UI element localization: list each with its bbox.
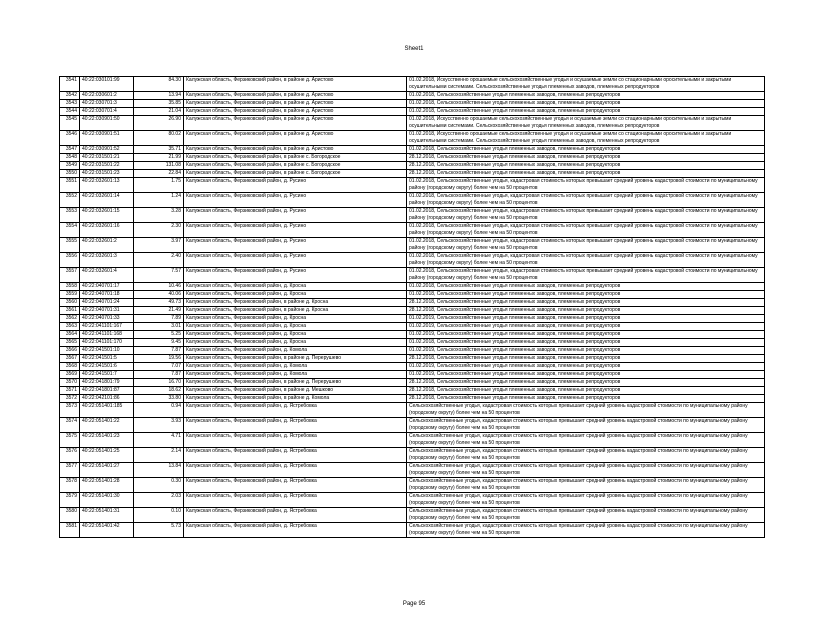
cadastral-number-cell: 40:22:040701:24 (80, 299, 134, 307)
location-cell: Калужская область, Ферзиковский район, в районе д. Аристово (184, 77, 407, 92)
description-cell: 01.02.2018, Сельскохозяйственные угодья, кадастровая стоимость которых превышает средний уровень кадастровой стоимости по муниципальному району (городскому округу) более чем на 50 процентов (407, 223, 765, 238)
area-cell: 5.25 (134, 331, 184, 339)
table-row (60, 238, 765, 253)
row-number-cell: 3548 (60, 154, 80, 162)
cadastral-number-cell: 40:22:041801:87 (80, 387, 134, 395)
cadastral-number-cell: 40:22:030901:51 (80, 131, 134, 146)
cadastral-number-cell: 40:22:030701:3 (80, 100, 134, 108)
area-cell: 3.97 (134, 238, 184, 253)
row-number-cell: 3558 (60, 283, 80, 291)
area-cell: 7.07 (134, 363, 184, 371)
table-row (60, 307, 765, 315)
table-row (60, 162, 765, 170)
row-number-cell: 3580 (60, 508, 80, 523)
row-number-cell: 3555 (60, 238, 80, 253)
cadastral-number-cell: 40:22:032601:15 (80, 208, 134, 223)
location-cell: Калужская область, Ферзиковский район, д. Комола (184, 363, 407, 371)
row-number-cell: 3575 (60, 433, 80, 448)
description-cell: 01.02.2018, Искусственно орошаемые сельскохозяйственные угодья и осушаемые земли со стационарными оросительными и закрытыми осушительными системами. Сельскохозяйственные угодья племенных заводов, племенных репродукторов (407, 131, 765, 146)
cadastral-number-cell: 40:22:041501:6 (80, 363, 134, 371)
cadastral-number-cell: 40:22:031501:22 (80, 162, 134, 170)
cadastral-number-cell: 40:22:051401:27 (80, 463, 134, 478)
row-number-cell: 3557 (60, 268, 80, 283)
row-number-cell: 3562 (60, 315, 80, 323)
row-number-cell: 3577 (60, 463, 80, 478)
table-row (60, 77, 765, 92)
location-cell: Калужская область, Ферзиковский район, в районе д. Аристово (184, 100, 407, 108)
row-number-cell: 3559 (60, 291, 80, 299)
cadastral-number-cell: 40:22:040701:18 (80, 291, 134, 299)
table-row (60, 223, 765, 238)
description-cell: 01.02.2018, Сельскохозяйственные угодья племенных заводов, племенных репродукторов (407, 92, 765, 100)
cadastral-number-cell: 40:22:032601:14 (80, 193, 134, 208)
location-cell: Калужская область, Ферзиковский район, в районе д. Перерушево (184, 379, 407, 387)
location-cell: Калужская область, Ферзиковский район, д. Комола (184, 371, 407, 379)
row-number-cell: 3574 (60, 418, 80, 433)
area-cell: 9.45 (134, 339, 184, 347)
area-cell: 7.87 (134, 371, 184, 379)
cadastral-number-cell: 40:22:032601:13 (80, 178, 134, 193)
description-cell: Сельскохозяйственные угодья, кадастровая стоимость которых превышает средний уровень кадастровой стоимости по муниципальному району (городскому округу) более чем на 50 процентов (407, 508, 765, 523)
cadastral-number-cell: 40:22:051401:185 (80, 403, 134, 418)
table-row (60, 291, 765, 299)
description-cell: Сельскохозяйственные угодья, кадастровая стоимость которых превышает средний уровень кадастровой стоимости по муниципальному району (городскому округу) более чем на 50 процентов (407, 448, 765, 463)
row-number-cell: 3547 (60, 146, 80, 154)
area-cell: 49.73 (134, 299, 184, 307)
cadastral-number-cell: 40:22:030601:2 (80, 92, 134, 100)
table-row (60, 395, 765, 403)
table-row (60, 493, 765, 508)
cadastral-number-cell: 40:22:051401:30 (80, 493, 134, 508)
table-row (60, 100, 765, 108)
row-number-cell: 3570 (60, 379, 80, 387)
table-row (60, 363, 765, 371)
cadastral-number-cell: 40:22:032601:2 (80, 238, 134, 253)
location-cell: Калужская область, Ферзиковский район, д. Ястребовка (184, 478, 407, 493)
area-cell: 35.85 (134, 100, 184, 108)
description-cell: 01.02.2019, Сельскохозяйственные угодья племенных заводов, племенных репродукторов (407, 331, 765, 339)
row-number-cell: 3581 (60, 523, 80, 538)
area-cell: 40.06 (134, 291, 184, 299)
description-cell: 01.02.2019, Сельскохозяйственные угодья племенных заводов, племенных репродукторов (407, 315, 765, 323)
table-row (60, 387, 765, 395)
description-cell: 01.02.2019, Сельскохозяйственные угодья племенных заводов, племенных репродукторов (407, 363, 765, 371)
location-cell: Калужская область, Ферзиковский район, в районе с. Богородское (184, 162, 407, 170)
description-cell: 01.02.2018, Сельскохозяйственные угодья племенных заводов, племенных репродукторов (407, 339, 765, 347)
area-cell: 80.02 (134, 131, 184, 146)
location-cell: Калужская область, Ферзиковский район, д. Русино (184, 223, 407, 238)
location-cell: Калужская область, Ферзиковский район, д. Кросна (184, 339, 407, 347)
description-cell: 01.02.2018, Сельскохозяйственные угодья племенных заводов, племенных репродукторов (407, 283, 765, 291)
description-cell: 28.12.2018, Сельскохозяйственные угодья племенных заводов, племенных репродукторов (407, 379, 765, 387)
description-cell: 28.12.2018, Сельскохозяйственные угодья племенных заводов, племенных репродукторов (407, 154, 765, 162)
row-number-cell: 3542 (60, 92, 80, 100)
location-cell: Калужская область, Ферзиковский район, д. Ястребовка (184, 508, 407, 523)
description-cell: Сельскохозяйственные угодья, кадастровая стоимость которых превышает средний уровень кадастровой стоимости по муниципальному району (городскому округу) более чем на 50 процентов (407, 403, 765, 418)
description-cell: 28.12.2018, Сельскохозяйственные угодья племенных заводов, племенных репродукторов (407, 355, 765, 363)
cadastral-number-cell: 40:22:030701:4 (80, 108, 134, 116)
row-number-cell: 3544 (60, 108, 80, 116)
cadastral-number-cell: 40:22:030101:99 (80, 77, 134, 92)
location-cell: Калужская область, Ферзиковский район, в районе д. Мешково (184, 387, 407, 395)
row-number-cell: 3560 (60, 299, 80, 307)
table-row (60, 418, 765, 433)
table-row (60, 331, 765, 339)
cadastral-number-cell: 40:22:051401:23 (80, 433, 134, 448)
description-cell: 01.02.2019, Сельскохозяйственные угодья племенных заводов, племенных репродукторов (407, 347, 765, 355)
location-cell: Калужская область, Ферзиковский район, д. Ястребовка (184, 493, 407, 508)
location-cell: Калужская область, Ферзиковский район, д. Ястребовка (184, 403, 407, 418)
table-row (60, 379, 765, 387)
location-cell: Калужская область, Ферзиковский район, в районе д. Аристово (184, 146, 407, 154)
description-cell: 01.02.2018, Сельскохозяйственные угодья, кадастровая стоимость которых превышает средний уровень кадастровой стоимости по муниципальному району (городскому округу) более чем на 50 процентов (407, 193, 765, 208)
description-cell: 28.12.2018, Сельскохозяйственные угодья племенных заводов, племенных репродукторов (407, 162, 765, 170)
location-cell: Калужская область, Ферзиковский район, в районе д. Перерушево (184, 355, 407, 363)
location-cell: Калужская область, Ферзиковский район, д. Русино (184, 253, 407, 268)
location-cell: Калужская область, Ферзиковский район, д. Русино (184, 268, 407, 283)
location-cell: Калужская область, Ферзиковский район, д. Ястребовка (184, 418, 407, 433)
cadastral-number-cell: 40:22:040701:17 (80, 283, 134, 291)
description-cell: 28.12.2018, Сельскохозяйственные угодья племенных заводов, племенных репродукторов (407, 170, 765, 178)
table-row (60, 178, 765, 193)
area-cell: 1.75 (134, 178, 184, 193)
table-row (60, 92, 765, 100)
table-row (60, 371, 765, 379)
area-cell: 2.03 (134, 493, 184, 508)
location-cell: Калужская область, Ферзиковский район, д. Русино (184, 208, 407, 223)
area-cell: 7.57 (134, 268, 184, 283)
area-cell: 0.10 (134, 508, 184, 523)
cadastral-number-cell: 40:22:051401:28 (80, 478, 134, 493)
location-cell: Калужская область, Ферзиковский район, д. Кросна (184, 323, 407, 331)
location-cell: Калужская область, Ферзиковский район, д. Кросна (184, 283, 407, 291)
row-number-cell: 3545 (60, 116, 80, 131)
cadastral-number-cell: 40:22:041101:170 (80, 339, 134, 347)
cadastral-number-cell: 40:22:051401:31 (80, 508, 134, 523)
area-cell: 33.80 (134, 395, 184, 403)
description-cell: 01.02.2018, Сельскохозяйственные угодья, кадастровая стоимость которых превышает средний уровень кадастровой стоимости по муниципальному району (городскому округу) более чем на 50 процентов (407, 268, 765, 283)
land-plots-table (59, 76, 765, 538)
table-row (60, 433, 765, 448)
location-cell: Калужская область, Ферзиковский район, д. Кросна (184, 331, 407, 339)
row-number-cell: 3551 (60, 178, 80, 193)
table-row (60, 154, 765, 162)
description-cell: 01.02.2018, Искусственно орошаемые сельскохозяйственные угодья и осушаемые земли со стационарными оросительными и закрытыми осушительными системами. Сельскохозяйственные угодья племенных заводов, племенных репродукторов (407, 116, 765, 131)
table-row (60, 347, 765, 355)
table-row (60, 299, 765, 307)
cadastral-number-cell: 40:22:041501:10 (80, 347, 134, 355)
description-cell: 01.02.2018, Сельскохозяйственные угодья племенных заводов, племенных репродукторов (407, 108, 765, 116)
area-cell: 21.49 (134, 307, 184, 315)
area-cell: 3.93 (134, 418, 184, 433)
table-row (60, 355, 765, 363)
area-cell: 13.84 (134, 463, 184, 478)
location-cell: Калужская область, Ферзиковский район, д. Кросна (184, 315, 407, 323)
area-cell: 2.14 (134, 448, 184, 463)
location-cell: Калужская область, Ферзиковский район, д. Ястребовка (184, 448, 407, 463)
table-row (60, 131, 765, 146)
cadastral-number-cell: 40:22:032601:4 (80, 268, 134, 283)
row-number-cell: 3565 (60, 339, 80, 347)
page-number: Page 95 (402, 601, 426, 607)
cadastral-number-cell: 40:22:040701:33 (80, 315, 134, 323)
location-cell: Калужская область, Ферзиковский район, д. Русино (184, 238, 407, 253)
location-cell: Калужская область, Ферзиковский район, в районе д. Аристово (184, 116, 407, 131)
description-cell: 28.12.2018, Сельскохозяйственные угодья племенных заводов, племенных репродукторов (407, 387, 765, 395)
cadastral-number-cell: 40:22:051401:25 (80, 448, 134, 463)
row-number-cell: 3572 (60, 395, 80, 403)
cadastral-number-cell: 40:22:032601:3 (80, 253, 134, 268)
table-row (60, 170, 765, 178)
description-cell: Сельскохозяйственные угодья, кадастровая стоимость которых превышает средний уровень кадастровой стоимости по муниципальному району (городскому округу) более чем на 50 процентов (407, 493, 765, 508)
location-cell: Калужская область, Ферзиковский район, д. Ястребовка (184, 433, 407, 448)
area-cell: 7.89 (134, 315, 184, 323)
table-body (60, 77, 765, 538)
table-row (60, 208, 765, 223)
cadastral-number-cell: 40:22:040701:31 (80, 307, 134, 315)
cadastral-number-cell: 40:22:041101:167 (80, 323, 134, 331)
row-number-cell: 3576 (60, 448, 80, 463)
area-cell: 2.40 (134, 253, 184, 268)
description-cell: 01.02.2018, Сельскохозяйственные угодья, кадастровая стоимость которых превышает средний уровень кадастровой стоимости по муниципальному району (городскому округу) более чем на 50 процентов (407, 178, 765, 193)
table-row (60, 339, 765, 347)
area-cell: 4.71 (134, 433, 184, 448)
area-cell: 21.99 (134, 154, 184, 162)
row-number-cell: 3543 (60, 100, 80, 108)
row-number-cell: 3564 (60, 331, 80, 339)
area-cell: 5.73 (134, 523, 184, 538)
location-cell: Калужская область, Ферзиковский район, д. Русино (184, 178, 407, 193)
cadastral-number-cell: 40:22:030901:52 (80, 146, 134, 154)
cadastral-number-cell: 40:22:041801:79 (80, 379, 134, 387)
area-cell: 84.30 (134, 77, 184, 92)
row-number-cell: 3546 (60, 131, 80, 146)
table-row (60, 116, 765, 131)
location-cell: Калужская область, Ферзиковский район, в районе д. Аристово (184, 92, 407, 100)
description-cell: Сельскохозяйственные угодья, кадастровая стоимость которых превышает средний уровень кадастровой стоимости по муниципальному району (городскому округу) более чем на 50 процентов (407, 523, 765, 538)
cadastral-number-cell: 40:22:031501:23 (80, 170, 134, 178)
description-cell: Сельскохозяйственные угодья, кадастровая стоимость которых превышает средний уровень кадастровой стоимости по муниципальному району (городскому округу) более чем на 50 процентов (407, 433, 765, 448)
area-cell: 0.94 (134, 403, 184, 418)
row-number-cell: 3568 (60, 363, 80, 371)
cadastral-number-cell: 40:22:041501:7 (80, 371, 134, 379)
area-cell: 16.70 (134, 379, 184, 387)
location-cell: Калужская область, Ферзиковский район, в районе д. Кросна (184, 299, 407, 307)
row-number-cell: 3553 (60, 208, 80, 223)
area-cell: 3.01 (134, 323, 184, 331)
cadastral-number-cell: 40:22:041501:5 (80, 355, 134, 363)
area-cell: 26.90 (134, 116, 184, 131)
location-cell: Калужская область, Ферзиковский район, в районе д. Комола (184, 395, 407, 403)
location-cell: Калужская область, Ферзиковский район, в районе с. Богородское (184, 154, 407, 162)
row-number-cell: 3567 (60, 355, 80, 363)
row-number-cell: 3563 (60, 323, 80, 331)
description-cell: 01.02.2018, Сельскохозяйственные угодья, кадастровая стоимость которых превышает средний уровень кадастровой стоимости по муниципальному району (городскому округу) более чем на 50 процентов (407, 208, 765, 223)
row-number-cell: 3552 (60, 193, 80, 208)
table-row (60, 146, 765, 154)
area-cell: 18.62 (134, 387, 184, 395)
table-row (60, 403, 765, 418)
location-cell: Калужская область, Ферзиковский район, д. Комола (184, 347, 407, 355)
row-number-cell: 3573 (60, 403, 80, 418)
description-cell: Сельскохозяйственные угодья, кадастровая стоимость которых превышает средний уровень кадастровой стоимости по муниципальному району (городскому округу) более чем на 50 процентов (407, 463, 765, 478)
location-cell: Калужская область, Ферзиковский район, в районе д. Кросна (184, 307, 407, 315)
cadastral-number-cell: 40:22:031501:21 (80, 154, 134, 162)
area-cell: 2.30 (134, 223, 184, 238)
description-cell: Сельскохозяйственные угодья, кадастровая стоимость которых превышает средний уровень кадастровой стоимости по муниципальному району (городскому округу) более чем на 50 процентов (407, 478, 765, 493)
location-cell: Калужская область, Ферзиковский район, д. Ястребовка (184, 463, 407, 478)
row-number-cell: 3569 (60, 371, 80, 379)
location-cell: Калужская область, Ферзиковский район, д. Русино (184, 193, 407, 208)
cadastral-number-cell: 40:22:030901:50 (80, 116, 134, 131)
description-cell: 01.02.2018, Сельскохозяйственные угодья, кадастровая стоимость которых превышает средний уровень кадастровой стоимости по муниципальному району (городскому округу) более чем на 50 процентов (407, 238, 765, 253)
table-row (60, 253, 765, 268)
description-cell: 28.12.2018, Сельскохозяйственные угодья племенных заводов, племенных репродукторов (407, 299, 765, 307)
description-cell: 01.02.2018, Сельскохозяйственные угодья племенных заводов, племенных репродукторов (407, 146, 765, 154)
location-cell: Калужская область, Ферзиковский район, в районе д. Аристово (184, 131, 407, 146)
location-cell: Калужская область, Ферзиковский район, д. Кросна (184, 291, 407, 299)
table-row (60, 108, 765, 116)
description-cell: 01.02.2018, Искусственно орошаемые сельскохозяйственные угодья и осушаемые земли со стационарными оросительными и закрытыми осушительными системами. Сельскохозяйственные угодья племенных заводов, племенных репродукторов (407, 77, 765, 92)
table-row (60, 268, 765, 283)
cadastral-number-cell: 40:22:051401:42 (80, 523, 134, 538)
sheet-title: Sheet1 (404, 46, 424, 52)
location-cell: Калужская область, Ферзиковский район, в районе д. Аристово (184, 108, 407, 116)
table-row (60, 523, 765, 538)
description-cell: 01.02.2019, Сельскохозяйственные угодья племенных заводов, племенных репродукторов (407, 323, 765, 331)
table-row (60, 315, 765, 323)
area-cell: 21.04 (134, 108, 184, 116)
row-number-cell: 3554 (60, 223, 80, 238)
description-cell: 01.02.2018, Сельскохозяйственные угодья племенных заводов, племенных репродукторов (407, 100, 765, 108)
area-cell: 13.94 (134, 92, 184, 100)
cadastral-number-cell: 40:22:051401:22 (80, 418, 134, 433)
area-cell: 1.24 (134, 193, 184, 208)
row-number-cell: 3549 (60, 162, 80, 170)
area-cell: 19.56 (134, 355, 184, 363)
table-row (60, 193, 765, 208)
description-cell: 01.02.2018, Сельскохозяйственные угодья, кадастровая стоимость которых превышает средний уровень кадастровой стоимости по муниципальному району (городскому округу) более чем на 50 процентов (407, 253, 765, 268)
table-row (60, 478, 765, 493)
description-cell: Сельскохозяйственные угодья, кадастровая стоимость которых превышает средний уровень кадастровой стоимости по муниципальному району (городскому округу) более чем на 50 процентов (407, 418, 765, 433)
row-number-cell: 3579 (60, 493, 80, 508)
table-row (60, 463, 765, 478)
row-number-cell: 3556 (60, 253, 80, 268)
area-cell: 7.87 (134, 347, 184, 355)
area-cell: 35.71 (134, 146, 184, 154)
description-cell: 01.02.2018, Сельскохозяйственные угодья племенных заводов, племенных репродукторов (407, 291, 765, 299)
description-cell: 28.12.2018, Сельскохозяйственные угодья племенных заводов, племенных репродукторов (407, 307, 765, 315)
cadastral-number-cell: 40:22:042101:86 (80, 395, 134, 403)
table-row (60, 323, 765, 331)
description-cell: 01.02.2019, Сельскохозяйственные угодья племенных заводов, племенных репродукторов (407, 371, 765, 379)
table-row (60, 283, 765, 291)
row-number-cell: 3578 (60, 478, 80, 493)
row-number-cell: 3550 (60, 170, 80, 178)
area-cell: 10.46 (134, 283, 184, 291)
area-cell: 0.30 (134, 478, 184, 493)
table-row (60, 448, 765, 463)
row-number-cell: 3566 (60, 347, 80, 355)
location-cell: Калужская область, Ферзиковский район, в районе с. Богородское (184, 170, 407, 178)
description-cell: 28.12.2018, Сельскохозяйственные угодья племенных заводов, племенных репродукторов (407, 395, 765, 403)
area-cell: 3.28 (134, 208, 184, 223)
area-cell: 22.84 (134, 170, 184, 178)
cadastral-number-cell: 40:22:041101:168 (80, 331, 134, 339)
row-number-cell: 3541 (60, 77, 80, 92)
row-number-cell: 3571 (60, 387, 80, 395)
area-cell: 131.08 (134, 162, 184, 170)
table-row (60, 508, 765, 523)
row-number-cell: 3561 (60, 307, 80, 315)
location-cell: Калужская область, Ферзиковский район, д. Ястребовка (184, 523, 407, 538)
cadastral-number-cell: 40:22:032601:16 (80, 223, 134, 238)
